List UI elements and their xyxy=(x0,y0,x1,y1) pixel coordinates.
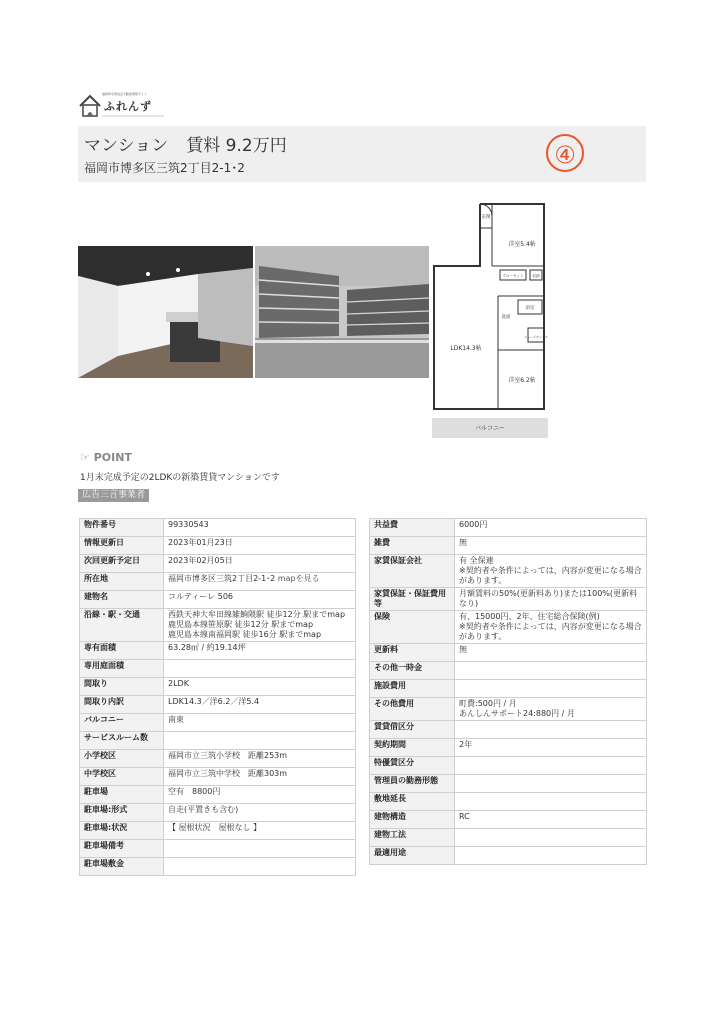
guarantee-note: ※契約者や条件によっては、内容が変更になる場合があります。 xyxy=(459,566,642,585)
table-row xyxy=(80,714,356,732)
room-label-storage: 収納 xyxy=(532,274,540,278)
spec-value: 無 xyxy=(455,537,647,555)
table-row xyxy=(80,609,356,642)
spec-value xyxy=(455,847,647,865)
table-row xyxy=(80,678,356,696)
spec-value xyxy=(164,660,356,678)
table-row xyxy=(80,519,356,537)
spec-value: 2023年02月05日 xyxy=(164,555,356,573)
table-row xyxy=(370,662,647,680)
table-row xyxy=(80,822,356,840)
room-label-western-1: 洋室5.4帖 xyxy=(508,241,536,248)
other-fee-line: 町費:500円 / 月 xyxy=(459,699,517,708)
spec-key: 駐車場備考 xyxy=(80,840,164,858)
spec-value: 南東 xyxy=(164,714,356,732)
room-label-entrance: 玄関 xyxy=(481,215,491,220)
rent-price: 賃料 9.2万円 xyxy=(186,136,287,156)
spec-value xyxy=(455,829,647,847)
spec-value: 月額賃料の50%(更新料あり)または100%(更新料なり) xyxy=(455,588,647,611)
room-label-shoebox: シューズボックス xyxy=(524,335,548,339)
room-label-closet: クローゼット xyxy=(502,274,524,278)
spec-key: 更新料 xyxy=(370,644,455,662)
spec-value xyxy=(164,840,356,858)
table-row xyxy=(80,591,356,609)
table-row xyxy=(80,555,356,573)
spec-key: 次回更新予定日 xyxy=(80,555,164,573)
spec-key: 間取り内訳 xyxy=(80,696,164,714)
spec-value: 【 屋根状況 屋根なし 】 xyxy=(164,822,356,840)
spec-key: 敷地延長 xyxy=(370,793,455,811)
spec-key: 駐車場:形式 xyxy=(80,804,164,822)
spec-key: 家賃保証会社 xyxy=(370,555,455,588)
spec-key: 最適用途 xyxy=(370,847,455,865)
table-row xyxy=(80,768,356,786)
spec-key: 沿線・駅・交通 xyxy=(80,609,164,642)
spec-value xyxy=(164,858,356,876)
spec-value: 空有 8800円 xyxy=(164,786,356,804)
table-row xyxy=(80,660,356,678)
table-row xyxy=(80,840,356,858)
spec-key: 雑費 xyxy=(370,537,455,555)
table-row xyxy=(370,757,647,775)
spec-value xyxy=(455,721,647,739)
table-row xyxy=(370,829,647,847)
spec-key: その他一時金 xyxy=(370,662,455,680)
table-row xyxy=(80,750,356,768)
spec-value xyxy=(164,573,356,591)
room-label-bath: 浴室 xyxy=(525,306,535,311)
spec-value xyxy=(455,662,647,680)
table-row xyxy=(370,793,647,811)
room-label-balcony: バルコニー xyxy=(474,425,506,432)
property-address: 福岡市博多区三筑2丁目2-1･2 xyxy=(84,161,245,175)
spec-key: 駐車場 xyxy=(80,786,164,804)
spec-value xyxy=(455,680,647,698)
spec-value: 2年 xyxy=(455,739,647,757)
table-row xyxy=(80,786,356,804)
spec-value xyxy=(455,555,647,588)
spec-key: 間取り xyxy=(80,678,164,696)
spec-table-right xyxy=(369,518,647,865)
spec-value: RC xyxy=(455,811,647,829)
spec-value: LDK14.3／洋6.2／洋5.4 xyxy=(164,696,356,714)
room-label-wash: 洗面 xyxy=(501,315,511,320)
spec-value: 6000円 xyxy=(455,519,647,537)
address-value: 福岡市博多区三筑2丁目2-1･2 xyxy=(168,574,276,583)
logo-text: ふれんず xyxy=(104,100,152,113)
guarantee-company: 有 全保連 xyxy=(459,556,494,565)
room-label-western-2: 洋室6.2帖 xyxy=(508,377,536,384)
table-row xyxy=(80,858,356,876)
insurance-note: ※契約者や条件によっては、内容が変更になる場合があります。 xyxy=(459,622,642,641)
spec-key: 契約期間 xyxy=(370,739,455,757)
spec-value: コルティーレ 506 xyxy=(164,591,356,609)
table-row xyxy=(370,739,647,757)
spec-key: 共益費 xyxy=(370,519,455,537)
spec-key: 中学校区 xyxy=(80,768,164,786)
spec-key: 施設費用 xyxy=(370,680,455,698)
table-row xyxy=(80,537,356,555)
table-row xyxy=(370,811,647,829)
spec-key: 駐車場敷金 xyxy=(80,858,164,876)
room-label-ldk: LDK14.3帖 xyxy=(450,345,482,352)
spec-value xyxy=(455,611,647,644)
exterior-photo[interactable] xyxy=(255,246,429,378)
table-row xyxy=(80,732,356,750)
spec-key: 建物名 xyxy=(80,591,164,609)
number-badge: ④ xyxy=(546,134,584,172)
table-row xyxy=(370,721,647,739)
table-row xyxy=(370,588,647,611)
spec-key: 専有面積 xyxy=(80,642,164,660)
spec-key: 家賃保証・保証費用等 xyxy=(370,588,455,611)
spec-value: 99330543 xyxy=(164,519,356,537)
spec-key: サービスルーム数 xyxy=(80,732,164,750)
spec-value: 福岡市立三筑小学校 距離253m xyxy=(164,750,356,768)
table-row xyxy=(370,698,647,721)
spec-key: バルコニー xyxy=(80,714,164,732)
station-line[interactable]: 鹿児島本線笹原駅 徒歩12分 駅までmap xyxy=(168,620,314,629)
other-fee-line: あんしんサポート24:880円 / 月 xyxy=(459,709,575,718)
spec-value: 福岡市立三筑中学校 距離303m xyxy=(164,768,356,786)
spec-key: 管理員の勤務形態 xyxy=(370,775,455,793)
table-row xyxy=(80,804,356,822)
table-row xyxy=(80,696,356,714)
map-link[interactable]: mapを見る xyxy=(277,574,320,583)
spec-key: 特優賃区分 xyxy=(370,757,455,775)
point-label: POINT xyxy=(93,451,132,464)
spec-key: 建物構造 xyxy=(370,811,455,829)
table-row xyxy=(370,644,647,662)
floor-plan[interactable] xyxy=(432,192,548,438)
spec-value xyxy=(455,775,647,793)
spec-key: 専用庭面積 xyxy=(80,660,164,678)
spec-key: 物件番号 xyxy=(80,519,164,537)
spec-value xyxy=(455,757,647,775)
table-row xyxy=(370,611,647,644)
spec-value xyxy=(455,698,647,721)
spec-table-left xyxy=(79,518,356,876)
spec-value: 2LDK xyxy=(164,678,356,696)
table-row xyxy=(370,775,647,793)
property-type: マンション xyxy=(84,136,169,156)
spec-value: 自走(平置きも含む) xyxy=(164,804,356,822)
spec-key: 建物工法 xyxy=(370,829,455,847)
table-row xyxy=(370,555,647,588)
spec-key: 情報更新日 xyxy=(80,537,164,555)
point-description: 1月末完成予定の2LDKの新築賃貸マンションです xyxy=(80,473,280,483)
page-title xyxy=(84,131,287,156)
spec-key: 所在地 xyxy=(80,573,164,591)
spec-value xyxy=(164,732,356,750)
insurance-detail: 有、15000円、2年、住宅総合保険(例) xyxy=(459,612,600,621)
table-row xyxy=(80,573,356,591)
table-row xyxy=(370,537,647,555)
interior-photo[interactable] xyxy=(78,246,253,378)
spec-value: 63.28㎡ / 約19.14坪 xyxy=(164,642,356,660)
spec-key: 小学校区 xyxy=(80,750,164,768)
spec-value xyxy=(164,609,356,642)
logo-subtitle: 福岡県宅建協会不動産情報サイト xyxy=(102,92,147,96)
pointing-hand-icon: ☞ xyxy=(80,451,90,464)
station-line[interactable]: 鹿児島本線南福岡駅 徒歩16分 駅までmap xyxy=(168,630,322,639)
spec-key: 保険 xyxy=(370,611,455,644)
spec-key: 駐車場:状況 xyxy=(80,822,164,840)
table-row xyxy=(370,847,647,865)
table-row xyxy=(370,680,647,698)
spec-value: 2023年01月23日 xyxy=(164,537,356,555)
spec-value: 無 xyxy=(455,644,647,662)
agent-tag: 広告三言事業者 xyxy=(78,489,149,502)
table-row xyxy=(370,519,647,537)
table-row xyxy=(80,642,356,660)
spec-value xyxy=(455,793,647,811)
spec-key: その他費用 xyxy=(370,698,455,721)
station-line[interactable]: 西鉄天神大牟田線雑餉隈駅 徒歩12分 駅までmap xyxy=(168,610,346,619)
point-heading xyxy=(80,451,132,464)
spec-key: 賃貸借区分 xyxy=(370,721,455,739)
